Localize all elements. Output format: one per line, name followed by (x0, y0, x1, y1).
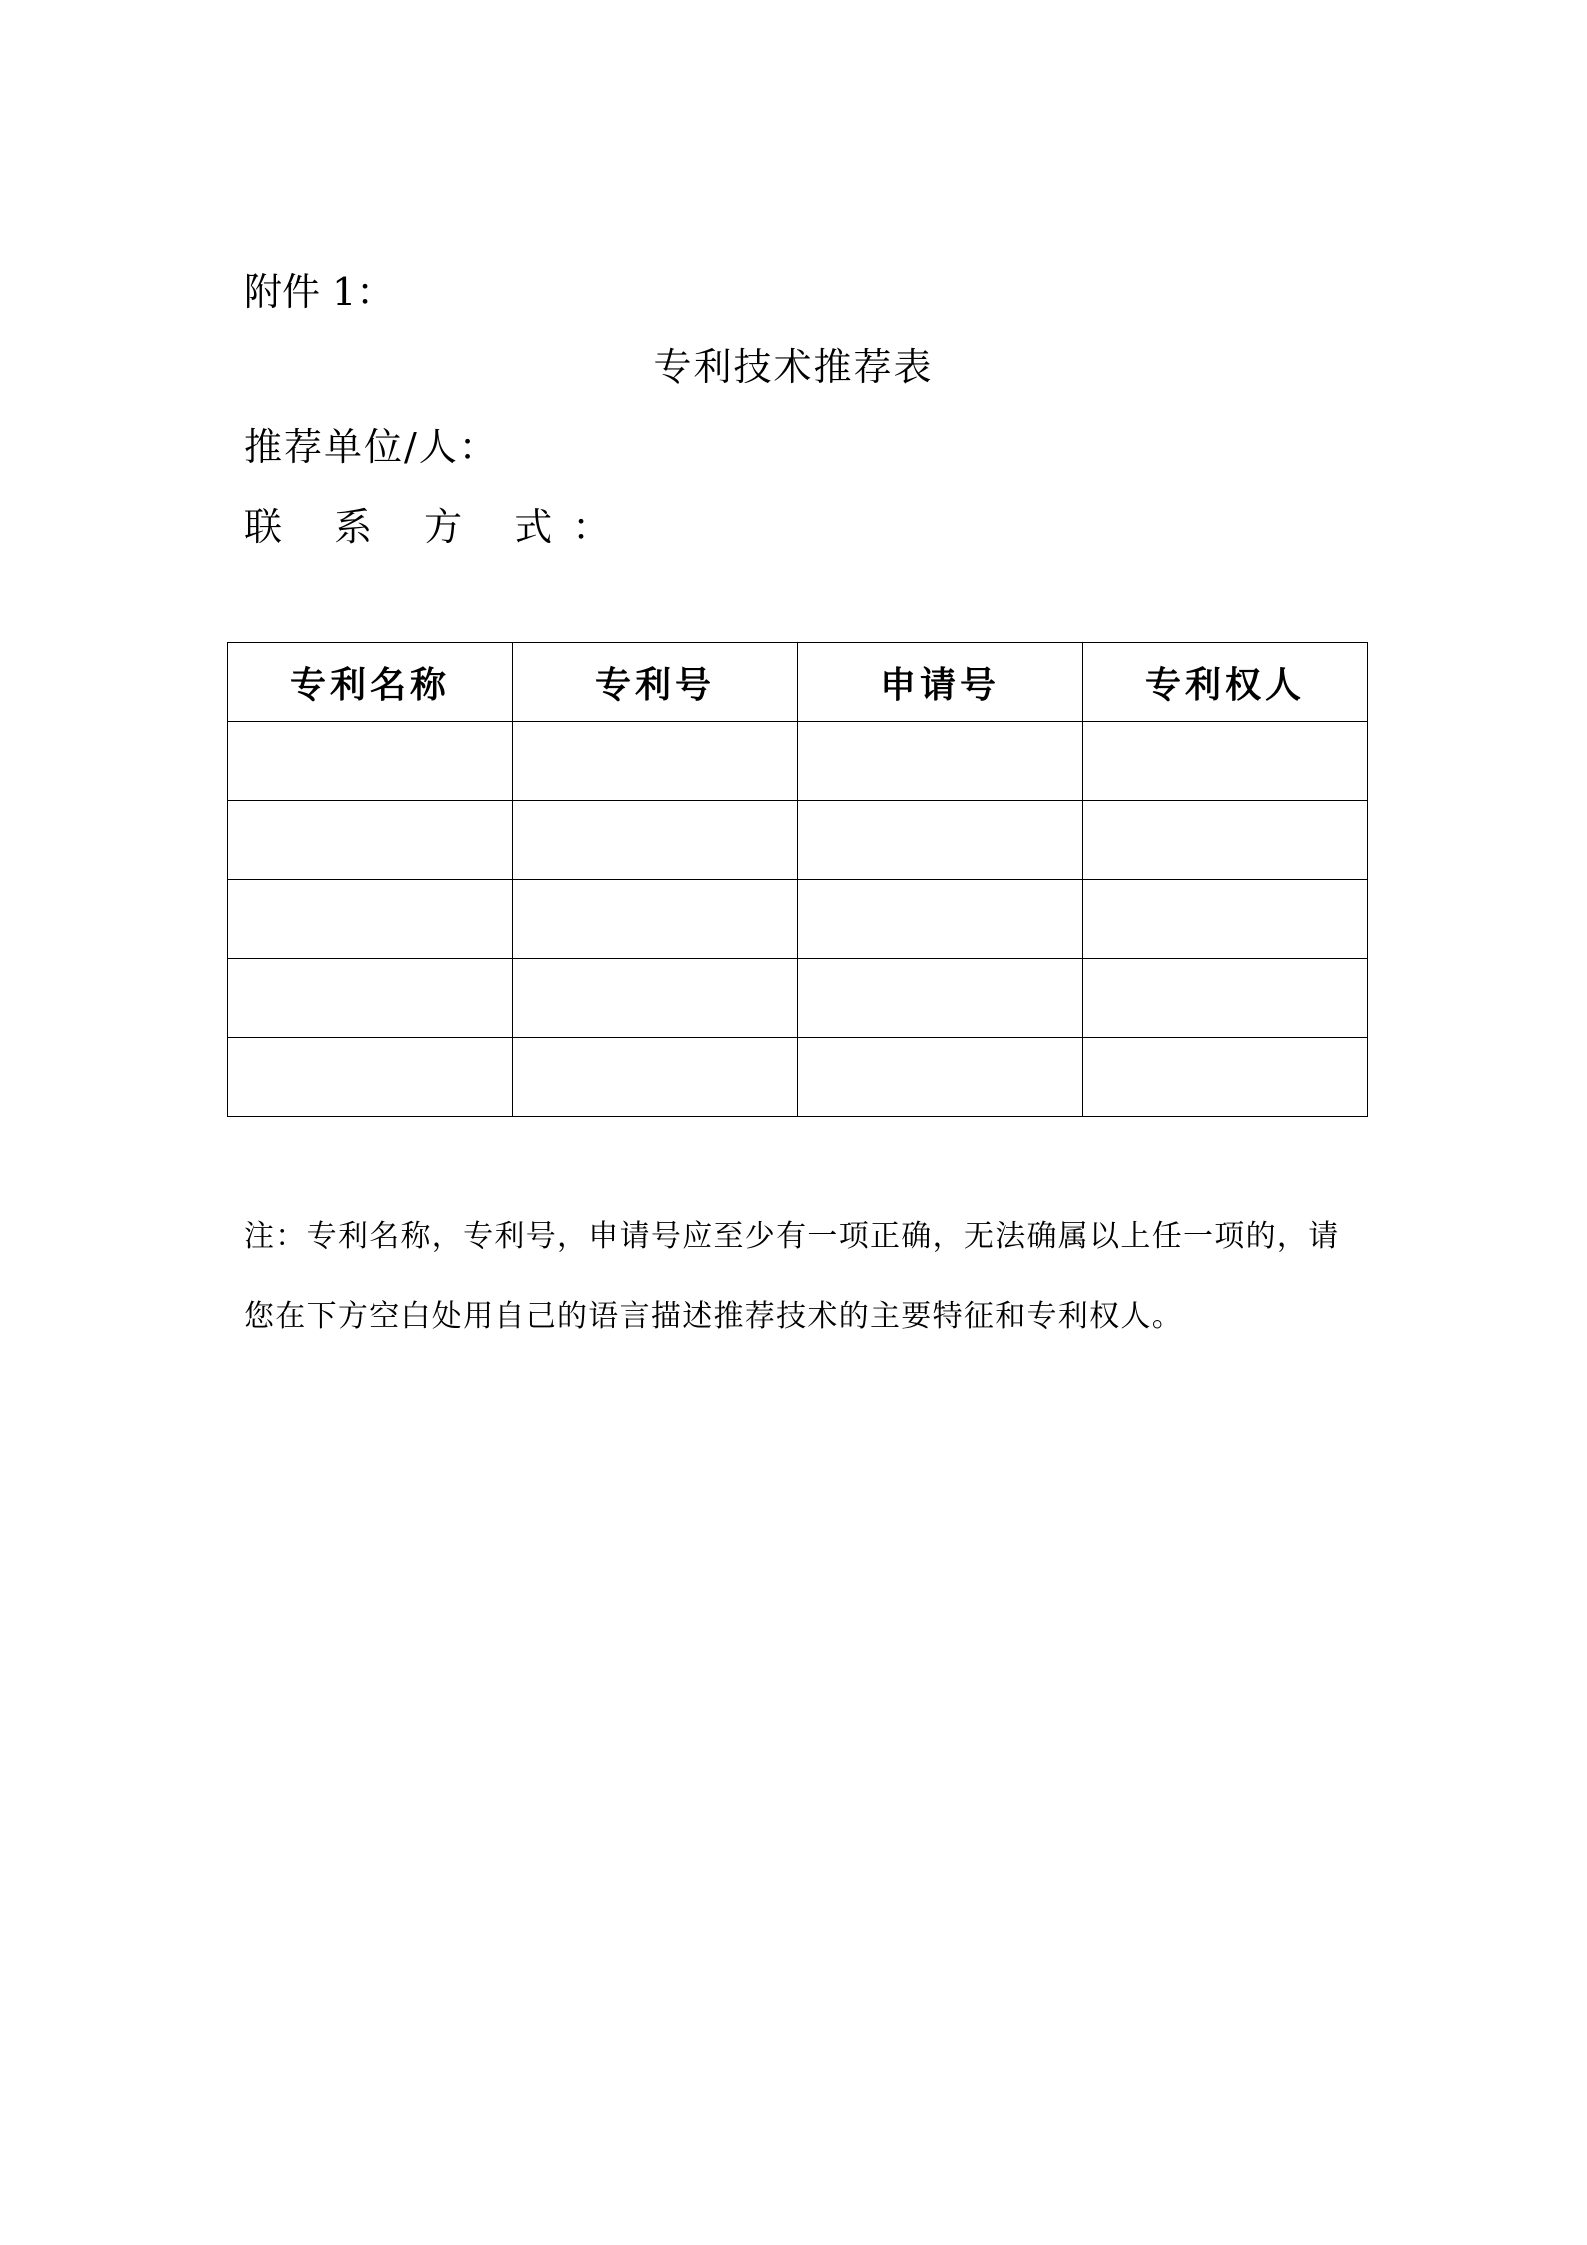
attachment-label: 附件 1： (244, 270, 395, 314)
table-cell[interactable] (1083, 880, 1368, 959)
patent-table (227, 642, 1368, 1117)
header-application-number: 申请号 (798, 643, 1083, 722)
table-row (228, 1038, 1368, 1117)
table-cell[interactable] (228, 722, 513, 801)
table-cell[interactable] (228, 959, 513, 1038)
note-line-2: 您在下方空白处用自己的语言描述推荐技术的主要特征和专利权人。 (244, 1299, 1183, 1334)
note-line-1: 注：专利名称，专利号，申请号应至少有一项正确，无法确属以上任一项的，请 (244, 1219, 1340, 1254)
contact-field-label: 联 系 方 式： (244, 505, 631, 549)
table-cell[interactable] (1083, 959, 1368, 1038)
table-cell[interactable] (1083, 1038, 1368, 1117)
table-cell[interactable] (1083, 722, 1368, 801)
header-patent-holder: 专利权人 (1083, 643, 1368, 722)
recommender-field-label: 推荐单位/人： (244, 425, 499, 469)
table-cell[interactable] (798, 801, 1083, 880)
table-cell[interactable] (513, 880, 798, 959)
header-patent-number: 专利号 (513, 643, 798, 722)
table-cell[interactable] (228, 880, 513, 959)
table-cell[interactable] (513, 801, 798, 880)
header-patent-name: 专利名称 (228, 643, 513, 722)
table-cell[interactable] (798, 880, 1083, 959)
table-row (228, 722, 1368, 801)
table-cell[interactable] (798, 959, 1083, 1038)
table-cell[interactable] (798, 1038, 1083, 1117)
table-header-row (228, 643, 1368, 722)
table-cell[interactable] (228, 1038, 513, 1117)
form-title: 专利技术推荐表 (653, 345, 934, 389)
table-cell[interactable] (1083, 801, 1368, 880)
table-cell[interactable] (513, 959, 798, 1038)
table-cell[interactable] (513, 1038, 798, 1117)
table-row (228, 880, 1368, 959)
table-cell[interactable] (513, 722, 798, 801)
table-row (228, 959, 1368, 1038)
table-cell[interactable] (798, 722, 1083, 801)
table-cell[interactable] (228, 801, 513, 880)
table-row (228, 801, 1368, 880)
